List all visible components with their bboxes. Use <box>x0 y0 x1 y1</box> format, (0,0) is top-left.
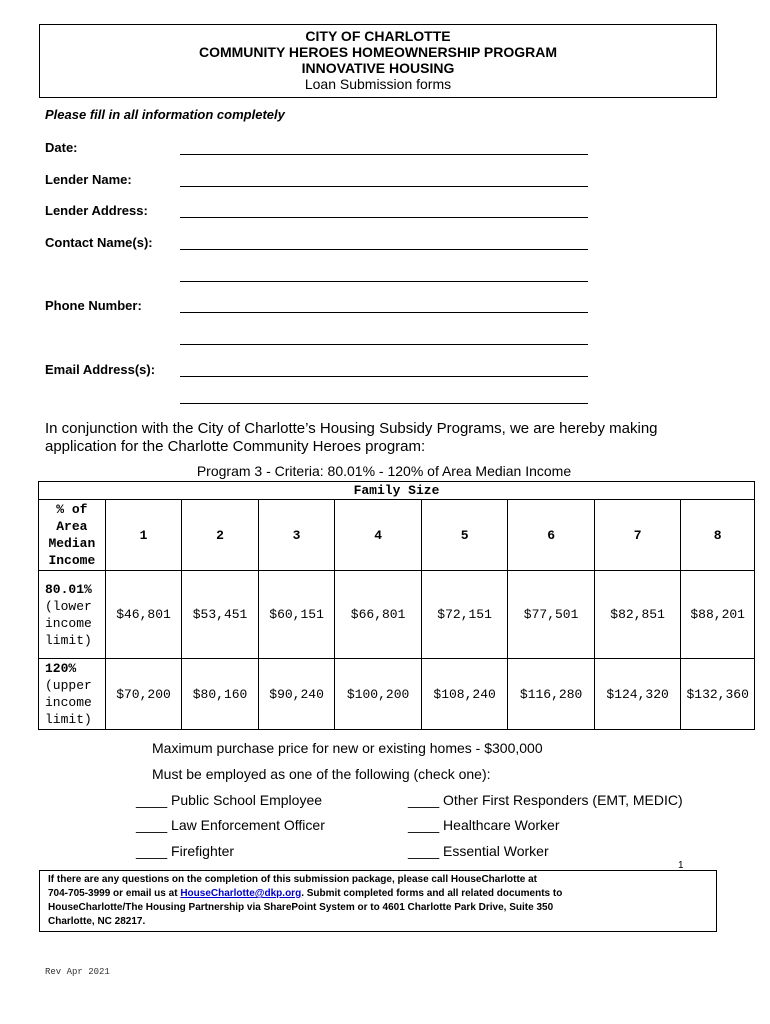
lender-address-label: Lender Address: <box>45 203 148 218</box>
footer-line-2 <box>48 887 708 901</box>
header-city: CITY OF CHARLOTTE <box>305 28 451 44</box>
email-link[interactable]: HouseCharlotte@dkp.org <box>180 888 302 899</box>
contact-names-field-2[interactable] <box>180 281 588 282</box>
revision-date: Rev Apr 2021 <box>45 967 110 977</box>
check-blank: ____ <box>408 817 440 833</box>
lender-name-field[interactable] <box>180 186 588 187</box>
ami-percent: 80.01% <box>45 581 92 597</box>
income-cell: $70,200 <box>105 659 182 730</box>
email-label: Email Address(s): <box>45 362 156 377</box>
family-size-4: 4 <box>335 500 422 571</box>
income-cell: $132,360 <box>681 659 755 730</box>
income-cell: $116,280 <box>508 659 595 730</box>
family-size-1: 1 <box>105 500 182 571</box>
healthcare-label: Healthcare Worker <box>443 817 560 833</box>
public-school-label: Public School Employee <box>171 792 323 808</box>
footer-line-1: If there are any questions on the completion of this submission package, please call HouseCharlotte at <box>48 874 538 885</box>
firefighter-option[interactable] <box>136 843 234 859</box>
income-cell: $80,160 <box>182 659 259 730</box>
ami-column-header: % of Area Median Income <box>39 500 106 571</box>
phone-field-2[interactable] <box>180 344 588 345</box>
family-size-header: Family Size <box>39 482 755 500</box>
family-size-2: 2 <box>182 500 259 571</box>
family-size-5: 5 <box>421 500 508 571</box>
header-program: COMMUNITY HEROES HOMEOWNERSHIP PROGRAM <box>198 44 558 60</box>
income-cell: $53,451 <box>182 571 259 659</box>
date-label: Date: <box>45 140 78 155</box>
header-innovative: INNOVATIVE HOUSING <box>301 60 455 76</box>
check-blank: ____ <box>136 792 168 808</box>
phone-label: Phone Number: <box>45 298 142 313</box>
firefighter-label: Firefighter <box>171 843 235 859</box>
application-paragraph: In conjunction with the City of Charlotte’s Housing Subsidy Programs, we are hereby making application for the Charlotte Community Heroes program: <box>45 420 658 455</box>
lender-name-label: Lender Name: <box>45 172 132 187</box>
ami-percent: 120% <box>45 661 77 676</box>
first-responders-option[interactable] <box>408 792 683 808</box>
income-limits-table <box>38 481 755 730</box>
public-school-option[interactable] <box>136 792 322 808</box>
essential-worker-label: Essential Worker <box>443 843 549 859</box>
page-number: 1 <box>678 860 684 871</box>
max-price-text: Maximum purchase price for new or existing homes - $300,000 <box>152 740 543 756</box>
ami-description: (lower income limit) <box>45 598 92 648</box>
lender-address-field[interactable] <box>180 217 588 218</box>
check-blank: ____ <box>408 843 440 859</box>
income-cell: $46,801 <box>105 571 182 659</box>
income-cell: $77,501 <box>508 571 595 659</box>
row-label <box>39 571 106 659</box>
row-label <box>39 659 106 730</box>
footer-line-2-post: . Submit completed forms and all related documents to <box>301 888 563 899</box>
table-row <box>39 659 755 730</box>
income-cell: $66,801 <box>335 571 422 659</box>
family-size-3: 3 <box>258 500 335 571</box>
income-cell: $124,320 <box>594 659 681 730</box>
footer-line-2-pre: 704-705-3999 or email us at <box>48 888 181 899</box>
ami-description: (upper income limit) <box>45 678 92 727</box>
header-subtitle: Loan Submission forms <box>304 76 452 92</box>
first-responders-label: Other First Responders (EMT, MEDIC) <box>443 792 683 808</box>
check-blank: ____ <box>408 792 440 808</box>
family-size-6: 6 <box>508 500 595 571</box>
table-row <box>39 571 755 659</box>
income-cell: $72,151 <box>421 571 508 659</box>
contact-names-label: Contact Name(s): <box>45 235 153 250</box>
income-cell: $82,851 <box>594 571 681 659</box>
instruction-text: Please fill in all information completely <box>45 107 285 122</box>
employment-text: Must be employed as one of the following (check one): <box>152 766 491 782</box>
income-cell: $100,200 <box>335 659 422 730</box>
family-size-8: 8 <box>681 500 755 571</box>
income-cell: $90,240 <box>258 659 335 730</box>
essential-worker-option[interactable] <box>408 843 549 859</box>
check-blank: ____ <box>136 817 168 833</box>
family-size-7: 7 <box>594 500 681 571</box>
income-cell: $88,201 <box>681 571 755 659</box>
email-field-2[interactable] <box>180 403 588 404</box>
phone-field[interactable] <box>180 312 588 313</box>
income-cell: $60,151 <box>258 571 335 659</box>
law-enforcement-option[interactable] <box>136 817 325 833</box>
income-cell: $108,240 <box>421 659 508 730</box>
date-field[interactable] <box>180 154 588 155</box>
contact-names-field[interactable] <box>180 249 588 250</box>
footer-line-4: Charlotte, NC 28217. <box>48 916 146 927</box>
check-blank: ____ <box>136 843 168 859</box>
footer-notice <box>39 870 717 932</box>
form-header <box>39 24 717 98</box>
law-enforcement-label: Law Enforcement Officer <box>171 817 325 833</box>
healthcare-option[interactable] <box>408 817 560 833</box>
email-field[interactable] <box>180 376 588 377</box>
footer-line-3: HouseCharlotte/The Housing Partnership via SharePoint System or to 4601 Charlotte Park Drive, Suite 350 <box>48 902 554 913</box>
table-caption: Program 3 - Criteria: 80.01% - 120% of Area Median Income <box>196 463 572 479</box>
